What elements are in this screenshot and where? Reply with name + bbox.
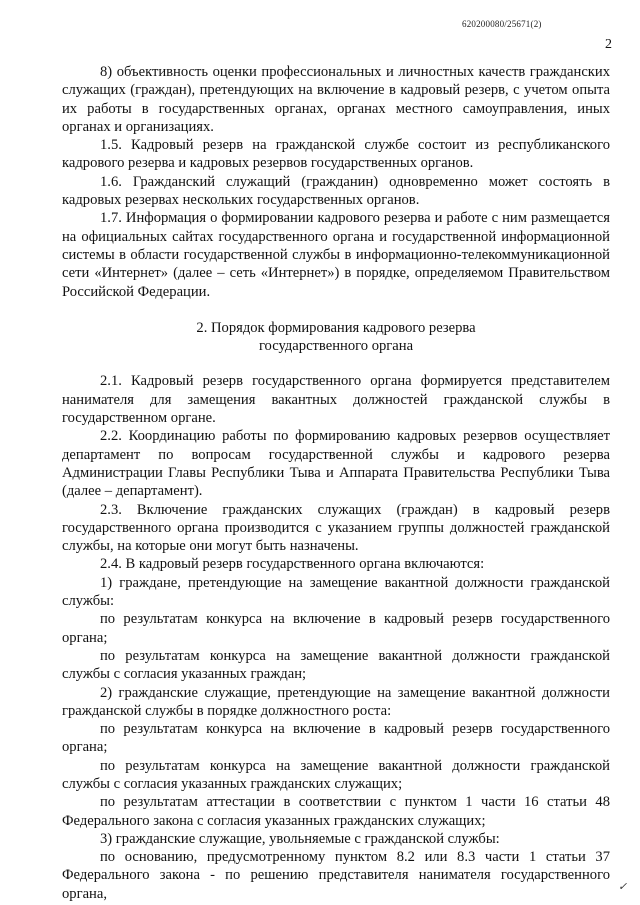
paragraph: 2.3. Включение гражданских служащих (граждан) в кадровый резерв государственного органа производится с указанием группы должностей гражданской службы, на которые они могут быть назначены. xyxy=(62,501,610,555)
paragraph: по основанию, предусмотренному пунктом 8.2 или 8.3 части 1 статьи 37 Федерального закона - по решению представителя нанимателя государственного органа, xyxy=(62,849,610,902)
paragraph: 1.5. Кадровый резерв на гражданской службе состоит из республиканского кадрового резерва и кадровых резервов государственных органов. xyxy=(62,137,610,172)
paragraph: по результатам конкурса на включение в кадровый резерв государственного органа; xyxy=(62,721,610,756)
paragraph: по результатам конкурса на замещение вакантной должности гражданской службы с согласия указанных гражданских служащих; xyxy=(62,757,610,792)
document-code: 620200080/25671(2) xyxy=(462,19,542,29)
paragraph: 1.7. Информация о формировании кадрового резерва и работе с ним размещается на официальных сайтах государственного органа и государственной информационной системы в области государственной службы в информационно-телекоммуникационной сети «Интернет» (далее – сеть «Интернет») в порядке, определяемом Правительством Российской Федерации. xyxy=(62,210,610,300)
page-number: 2 xyxy=(605,37,612,52)
paragraph: 2.1. Кадровый резерв государственного органа формируется представителем нанимателя для замещения вакантных должностей гражданской службы в государственном органе. xyxy=(62,373,610,427)
paragraph: 3) гражданские служащие, увольняемые с гражданской службы: xyxy=(100,830,500,847)
paragraph: 1.6. Гражданский служащий (гражданин) одновременно может состоять в кадровых резервах нескольких государственных органов. xyxy=(62,173,610,209)
paragraph: 2) гражданские служащие, претендующие на замещение вакантной должности гражданской службы в порядке должностного роста: xyxy=(62,684,610,719)
paragraph: 2.2. Координацию работы по формированию кадровых резервов осуществляет департамент по вопросам государственной службы и кадрового резерва Администрации Главы Республики Тыва и Аппарата Правительства Республики Тыва (далее – департамент). xyxy=(62,428,610,500)
paragraph: 8) объективность оценки профессиональных и личностных качеств гражданских служащих (граждан), претендующих на включение в кадровый резерв, с учетом опыта их работы в государственных органах, органах местного самоуправления, иных органах и организациях. xyxy=(62,64,610,135)
handwritten-mark-icon: ✓ xyxy=(618,881,628,893)
section-heading-line: государственного органа xyxy=(258,338,414,355)
section-heading xyxy=(62,319,610,356)
paragraph: по результатам конкурса на замещение вакантной должности гражданской службы с согласия указанных граждан; xyxy=(62,647,610,683)
paragraph: по результатам конкурса на включение в кадровый резерв государственного органа; xyxy=(62,611,610,646)
document-body xyxy=(62,63,610,903)
paragraph: 1) граждане, претендующие на замещение вакантной должности гражданской службы: xyxy=(62,574,610,610)
paragraph: по результатам аттестации в соответствии с пунктом 1 части 16 статьи 48 Федерального закона с согласия указанных гражданских служащих; xyxy=(62,794,610,829)
paragraph: 2.4. В кадровый резерв государственного органа включаются: xyxy=(100,556,485,573)
section-heading-line: 2. Порядок формирования кадрового резерва xyxy=(196,319,476,336)
